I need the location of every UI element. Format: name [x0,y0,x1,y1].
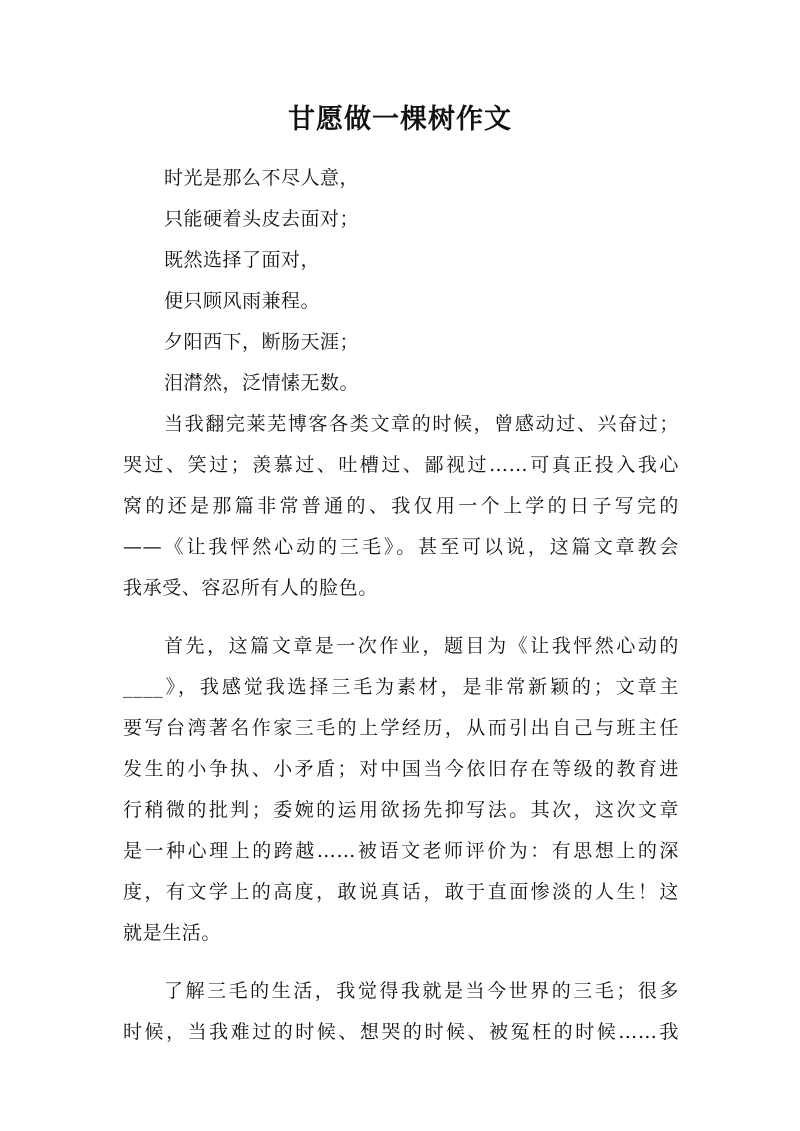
paragraph-line: 是一种心理上的跨越……被语文老师评价为：有思想上的深 [123,840,679,862]
paragraph-line: 了解三毛的生活，我觉得我就是当今世界的三毛；很多 [164,980,679,1002]
document-body [123,404,679,1070]
poem-line: 夕阳西下，断肠天涯； [164,331,360,353]
poem-line: 泪潸然，泛情愫无数。 [164,372,360,394]
poem-line: 便只顾风雨兼程。 [164,290,321,312]
poem-line: 只能硬着头皮去面对； [164,208,360,230]
poem-line: 时光是那么不尽人意， [164,167,360,189]
paragraph-line: 窝的还是那篇非常普通的、我仅用一个上学的日子写完的 [123,495,679,517]
paragraph-line: 就是生活。 [123,922,222,944]
paragraph-line: ——《让我怦然心动的三毛》。甚至可以说，这篇文章教会 [123,536,679,558]
paragraph-line: 发生的小争执、小矛盾；对中国当今依旧存在等级的教育进 [123,758,679,780]
paragraph-line: 度，有文学上的高度，敢说真话，敢于直面惨淡的人生！这 [123,881,679,903]
paragraph [123,404,679,609]
paragraph-line: 时候，当我难过的时候、想哭的时候、被冤枉的时候……我 [123,1021,679,1043]
poem-line: 既然选择了面对， [164,249,321,271]
paragraph-line: 哭过、笑过；羡慕过、吐槽过、鄙视过……可真正投入我心 [123,454,679,476]
paragraph [123,626,679,954]
paragraph [123,971,679,1053]
document-title: 甘愿做一棵树作文 [288,104,512,135]
poem-stanza [164,158,724,404]
paragraph-line: 首先，这篇文章是一次作业，题目为《让我怦然心动的 [164,635,679,657]
paragraph-line: 我承受、容忍所有人的脸色。 [123,577,378,599]
paragraph-line: 当我翻完莱芜博客各类文章的时候，曾感动过、兴奋过； [164,413,679,435]
paragraph-line: 要写台湾著名作家三毛的上学经历，从而引出自己与班主任 [123,717,679,739]
paragraph-line: ____》，我感觉我选择三毛为素材，是非常新颖的；文章主 [123,676,679,698]
paragraph-line: 行稍微的批判；委婉的运用欲扬先抑写法。其次，这次文章 [123,799,679,821]
